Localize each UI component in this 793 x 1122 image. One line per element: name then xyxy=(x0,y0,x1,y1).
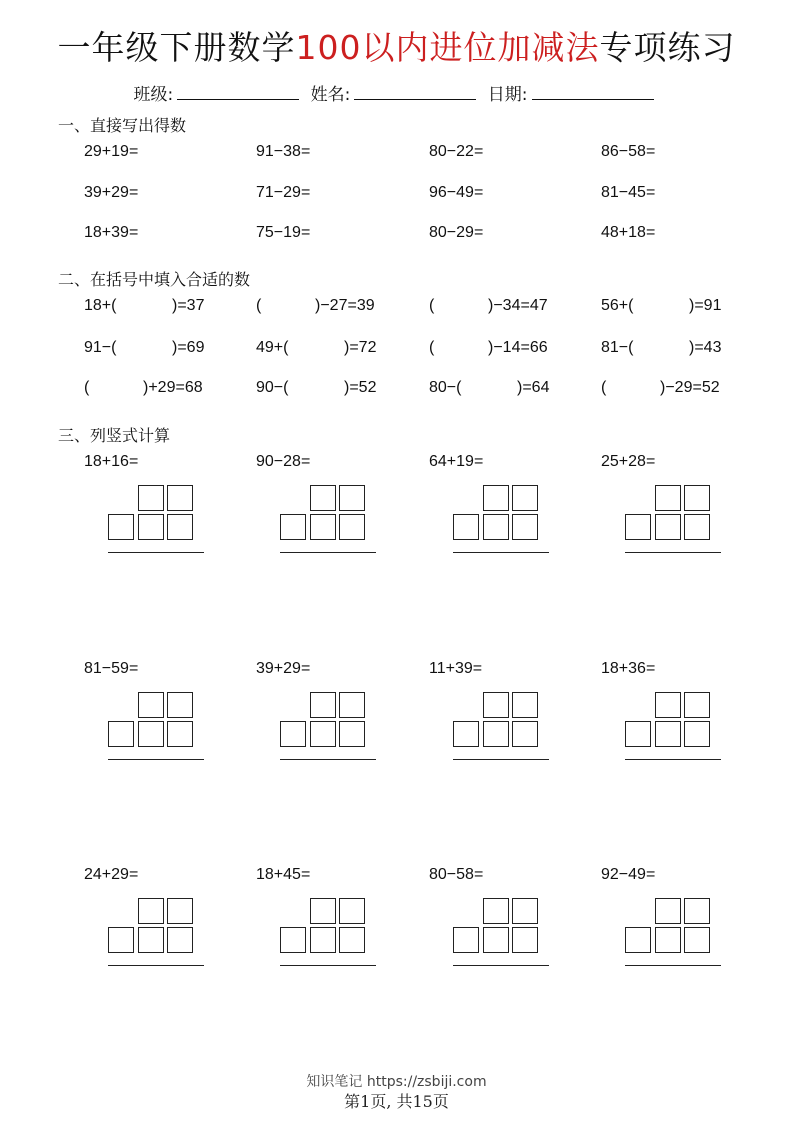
result-line xyxy=(280,965,376,966)
digit-box[interactable] xyxy=(167,514,193,540)
digit-box[interactable] xyxy=(339,514,365,540)
digit-box[interactable] xyxy=(108,927,134,953)
digit-box[interactable] xyxy=(453,514,479,540)
calc-item: 81−45= xyxy=(601,184,656,201)
digit-box[interactable] xyxy=(339,927,365,953)
result-line xyxy=(625,965,721,966)
fill-left-part: ( xyxy=(256,297,262,314)
fill-right-part: )+29=68 xyxy=(143,379,203,396)
result-line xyxy=(108,552,204,553)
digit-box[interactable] xyxy=(655,514,681,540)
digit-box[interactable] xyxy=(655,898,681,924)
student-info-row xyxy=(0,80,793,105)
vertical-calc-equation: 11+39= xyxy=(429,660,483,677)
vertical-calc-equation: 18+36= xyxy=(601,660,656,677)
digit-box[interactable] xyxy=(684,514,710,540)
vertical-calc-equation: 39+29= xyxy=(256,660,311,677)
fill-right-part: )=64 xyxy=(517,379,550,396)
result-line xyxy=(625,552,721,553)
vertical-calc-equation: 64+19= xyxy=(429,453,484,470)
footer-site: 知识笔记 https://zsbiji.com xyxy=(306,1074,487,1090)
fill-left-part: 81−( xyxy=(601,339,634,356)
digit-box[interactable] xyxy=(453,721,479,747)
digit-box[interactable] xyxy=(655,485,681,511)
digit-box[interactable] xyxy=(339,898,365,924)
digit-box[interactable] xyxy=(512,898,538,924)
digit-box[interactable] xyxy=(167,692,193,718)
title-part-3: 专项练习 xyxy=(599,28,736,67)
calc-item: 18+39= xyxy=(84,224,139,241)
digit-box[interactable] xyxy=(310,692,336,718)
result-line xyxy=(280,759,376,760)
fill-right-part: )=52 xyxy=(344,379,377,396)
digit-box[interactable] xyxy=(138,898,164,924)
vertical-calc-equation: 25+28= xyxy=(601,453,656,470)
date-blank[interactable] xyxy=(532,85,654,100)
digit-box[interactable] xyxy=(310,485,336,511)
result-line xyxy=(108,759,204,760)
title-part-1: 一年级下册数学 xyxy=(57,28,296,67)
section-1-heading: 一、直接写出得数 xyxy=(58,116,187,135)
digit-box[interactable] xyxy=(655,721,681,747)
digit-box[interactable] xyxy=(310,514,336,540)
digit-box[interactable] xyxy=(167,927,193,953)
digit-box[interactable] xyxy=(339,721,365,747)
result-line xyxy=(453,552,549,553)
fill-right-part: )−27=39 xyxy=(315,297,375,314)
calc-item: 80−22= xyxy=(429,143,484,160)
vertical-calc-equation: 92−49= xyxy=(601,866,656,883)
fill-left-part: 56+( xyxy=(601,297,634,314)
section-3-heading: 三、列竖式计算 xyxy=(58,426,171,445)
digit-box[interactable] xyxy=(280,721,306,747)
digit-box[interactable] xyxy=(512,485,538,511)
vertical-calc-equation: 18+16= xyxy=(84,453,139,470)
digit-box[interactable] xyxy=(339,485,365,511)
digit-box[interactable] xyxy=(512,927,538,953)
fill-left-part: ( xyxy=(429,297,435,314)
digit-box[interactable] xyxy=(138,721,164,747)
calc-item: 86−58= xyxy=(601,143,656,160)
digit-box[interactable] xyxy=(684,692,710,718)
digit-box[interactable] xyxy=(483,898,509,924)
digit-box[interactable] xyxy=(167,485,193,511)
digit-box[interactable] xyxy=(512,514,538,540)
digit-box[interactable] xyxy=(108,721,134,747)
fill-left-part: ( xyxy=(429,339,435,356)
fill-left-part: ( xyxy=(601,379,607,396)
fill-right-part: )=91 xyxy=(689,297,722,314)
calc-item: 75−19= xyxy=(256,224,311,241)
page-title xyxy=(0,22,793,69)
digit-box[interactable] xyxy=(138,485,164,511)
digit-box[interactable] xyxy=(280,514,306,540)
digit-box[interactable] xyxy=(684,485,710,511)
vertical-calc-equation: 80−58= xyxy=(429,866,484,883)
class-label: 班级: xyxy=(133,85,174,105)
fill-right-part: )=43 xyxy=(689,339,722,356)
result-line xyxy=(108,965,204,966)
date-label: 日期: xyxy=(487,85,528,105)
vertical-calc-equation: 18+45= xyxy=(256,866,311,883)
digit-box[interactable] xyxy=(625,927,651,953)
fill-right-part: )−14=66 xyxy=(488,339,548,356)
fill-right-part: )−29=52 xyxy=(660,379,720,396)
digit-box[interactable] xyxy=(280,927,306,953)
digit-box[interactable] xyxy=(339,692,365,718)
calc-item: 91−38= xyxy=(256,143,311,160)
digit-box[interactable] xyxy=(625,514,651,540)
fill-left-part: 18+( xyxy=(84,297,117,314)
footer-page-number: 第1页, 共15页 xyxy=(344,1092,449,1111)
vertical-calc-equation: 24+29= xyxy=(84,866,139,883)
digit-box[interactable] xyxy=(310,898,336,924)
fill-left-part: 49+( xyxy=(256,339,289,356)
digit-box[interactable] xyxy=(310,721,336,747)
digit-box[interactable] xyxy=(684,721,710,747)
fill-right-part: )=37 xyxy=(172,297,205,314)
fill-left-part: ( xyxy=(84,379,90,396)
digit-box[interactable] xyxy=(138,692,164,718)
calc-item: 71−29= xyxy=(256,184,311,201)
fill-left-part: 80−( xyxy=(429,379,462,396)
title-part-2: 100以内进位加减法 xyxy=(295,28,600,67)
vertical-calc-equation: 81−59= xyxy=(84,660,139,677)
fill-right-part: )=69 xyxy=(172,339,205,356)
fill-right-part: )−34=47 xyxy=(488,297,548,314)
calc-item: 39+29= xyxy=(84,184,139,201)
calc-item: 29+19= xyxy=(84,143,139,160)
digit-box[interactable] xyxy=(483,485,509,511)
digit-box[interactable] xyxy=(483,514,509,540)
fill-right-part: )=72 xyxy=(344,339,377,356)
fill-left-part: 90−( xyxy=(256,379,289,396)
digit-box[interactable] xyxy=(684,927,710,953)
result-line xyxy=(453,759,549,760)
result-line xyxy=(625,759,721,760)
name-blank[interactable] xyxy=(354,85,476,100)
fill-left-part: 91−( xyxy=(84,339,117,356)
section-2-heading: 二、在括号中填入合适的数 xyxy=(58,270,251,289)
digit-box[interactable] xyxy=(167,898,193,924)
digit-box[interactable] xyxy=(483,721,509,747)
digit-box[interactable] xyxy=(138,927,164,953)
class-blank[interactable] xyxy=(177,85,299,100)
calc-item: 96−49= xyxy=(429,184,484,201)
digit-box[interactable] xyxy=(655,927,681,953)
digit-box[interactable] xyxy=(655,692,681,718)
digit-box[interactable] xyxy=(453,927,479,953)
digit-box[interactable] xyxy=(108,514,134,540)
calc-item: 48+18= xyxy=(601,224,656,241)
digit-box[interactable] xyxy=(512,692,538,718)
digit-box[interactable] xyxy=(483,927,509,953)
digit-box[interactable] xyxy=(138,514,164,540)
result-line xyxy=(453,965,549,966)
digit-box[interactable] xyxy=(625,721,651,747)
result-line xyxy=(280,552,376,553)
vertical-calc-equation: 90−28= xyxy=(256,453,311,470)
digit-box[interactable] xyxy=(310,927,336,953)
digit-box[interactable] xyxy=(512,721,538,747)
digit-box[interactable] xyxy=(167,721,193,747)
digit-box[interactable] xyxy=(684,898,710,924)
name-label: 姓名: xyxy=(310,85,351,105)
digit-box[interactable] xyxy=(483,692,509,718)
calc-item: 80−29= xyxy=(429,224,484,241)
